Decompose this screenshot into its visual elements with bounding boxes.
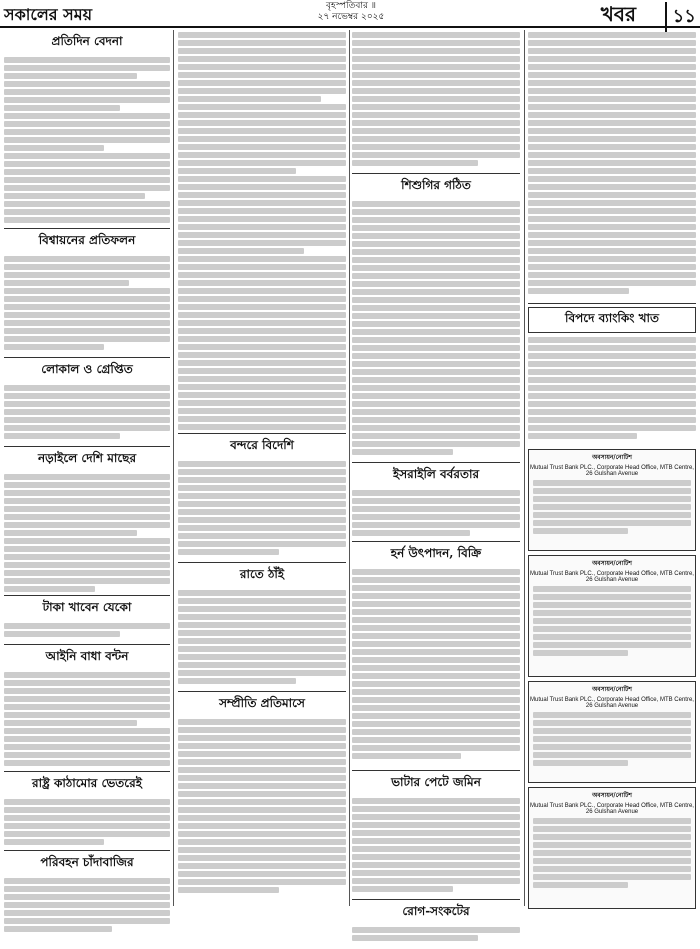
article-body xyxy=(178,717,346,897)
article-body xyxy=(4,876,170,936)
notice-bank: Mutual Trust Bank PLC., Corporate Head Office, MTB Centre, 26 Gulshan Avenue xyxy=(530,803,694,815)
article-body xyxy=(352,796,520,896)
notice-title: অবসায়ন/নোটিশ xyxy=(592,454,632,461)
notice-ad xyxy=(528,787,696,909)
headline: সম্প্রীতি প্রতিমাসে xyxy=(219,696,305,710)
article-body xyxy=(528,335,696,445)
weekday: বৃহস্পতিবার ॥ xyxy=(326,1,376,11)
article-body xyxy=(178,30,346,430)
article-body xyxy=(4,797,170,847)
article-body xyxy=(178,588,346,688)
date: ২৭ নভেম্বর ২০২৫ xyxy=(317,12,385,22)
headline: পরিবহন চাঁদাবাজির xyxy=(40,855,134,869)
headline: হর্ন উৎপাদন, বিক্রি xyxy=(390,546,482,560)
notice-bank: Mutual Trust Bank PLC., Corporate Head Office, MTB Centre, 26 Gulshan Avenue xyxy=(530,697,694,709)
article-body xyxy=(4,254,170,354)
notice-bank: Mutual Trust Bank PLC., Corporate Head Office, MTB Centre, 26 Gulshan Avenue xyxy=(530,465,694,477)
notice-title: অবসায়ন/নোটিশ xyxy=(592,560,632,567)
headline: টাকা খাবেন যেকো xyxy=(42,600,132,614)
article-body xyxy=(4,55,170,225)
headline: বন্দরে বিদেশি xyxy=(230,438,294,452)
headline: ভাটার পেটে জমিন xyxy=(391,775,481,789)
notice-title: অবসায়ন/নোটিশ xyxy=(592,792,632,799)
article-body xyxy=(4,621,170,641)
column-1 xyxy=(4,30,170,936)
page-number: ১১ xyxy=(665,2,696,33)
issue-date xyxy=(256,1,446,23)
headline: রাষ্ট্র কাঠামোর ভেতরেই xyxy=(32,776,142,790)
notice-ad xyxy=(528,681,696,783)
article-body xyxy=(352,567,520,767)
section-name: খবর xyxy=(600,2,636,26)
headline: লোকাল ও গ্রেপ্তিত xyxy=(41,362,133,376)
headline: শিশুগির গঠিত xyxy=(401,178,471,192)
article-body xyxy=(4,472,170,592)
newspaper-name: সকালের সময় xyxy=(4,5,93,24)
article-body xyxy=(352,199,520,459)
notice-ad xyxy=(528,449,696,551)
article-body xyxy=(352,925,520,949)
headline: নড়াইলে দেশি মাছের xyxy=(37,451,137,465)
article-body xyxy=(352,30,520,170)
column-4 xyxy=(528,30,696,909)
headline: আইনি বাধা বন্টন xyxy=(45,649,129,663)
headline: ইসরাইলি বর্বরতার xyxy=(392,467,480,481)
article-body xyxy=(4,670,170,768)
notice-title: অবসায়ন/নোটিশ xyxy=(592,686,632,693)
column-2 xyxy=(178,30,346,897)
article-body xyxy=(4,383,170,443)
column-3 xyxy=(352,30,520,949)
notice-bank: Mutual Trust Bank PLC., Corporate Head Office, MTB Centre, 26 Gulshan Avenue xyxy=(530,571,694,583)
headline: বিপদে ব্যাংকিং খাত xyxy=(528,307,696,333)
article-body xyxy=(352,488,520,538)
headline: বিশ্বায়নের প্রতিফলন xyxy=(38,233,136,247)
masthead xyxy=(0,0,700,28)
article-body xyxy=(178,459,346,559)
headline: প্রতিদিন বেদনা xyxy=(51,34,123,48)
article-body xyxy=(528,30,696,300)
headline: রাতে ঠাঁই xyxy=(239,567,285,581)
notice-ad xyxy=(528,555,696,677)
headline: রোগ-সংকটের xyxy=(402,904,470,918)
